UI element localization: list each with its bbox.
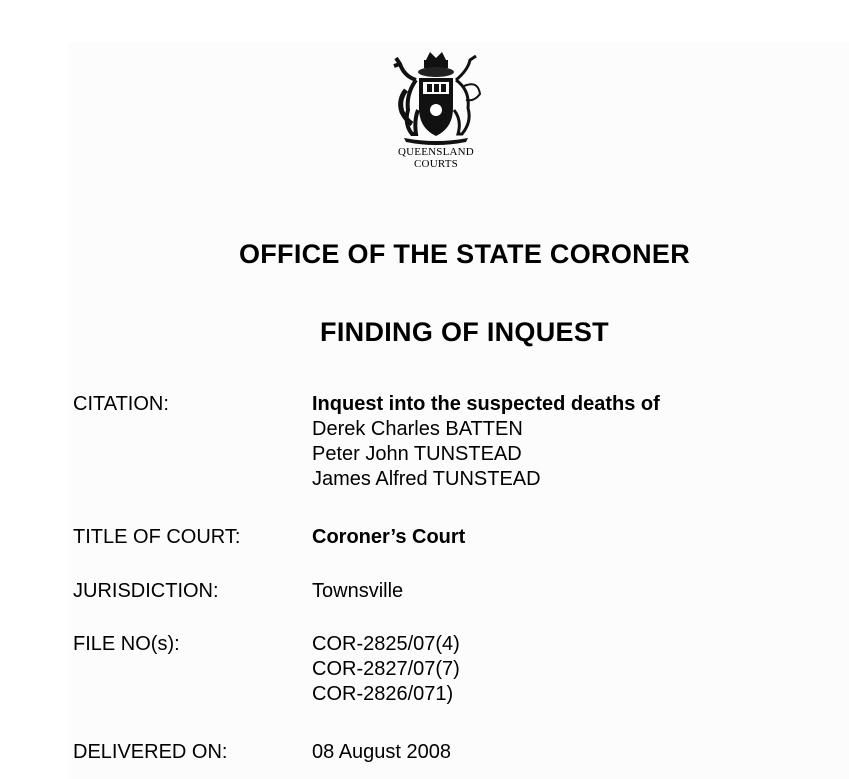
logo-line-2: COURTS [414,158,458,170]
office-title: OFFICE OF THE STATE CORONER [238,239,691,269]
file-no-value: COR-2825/07(4) [312,633,460,655]
jurisdiction-label: JURISDICTION: [73,580,219,602]
citation-label: CITATION: [73,393,169,415]
citation-name: James Alfred TUNSTEAD [312,468,541,490]
queensland-courts-crest-icon [380,50,492,146]
citation-name: Peter John TUNSTEAD [312,443,522,465]
delivered-label: DELIVERED ON: [73,741,228,763]
court-value: Coroner’s Court [312,526,466,548]
file-no-value: COR-2826/071) [312,683,454,705]
court-label: TITLE OF COURT: [73,526,241,548]
citation-heading: Inquest into the suspected deaths of [312,393,660,415]
citation-name: Derek Charles BATTEN [312,418,523,440]
file-no-value: COR-2827/07(7) [312,658,460,680]
queensland-courts-logo [380,50,492,170]
jurisdiction-value: Townsville [312,580,404,602]
logo-line-1: QUEENSLAND [398,146,474,158]
document-subtitle: FINDING OF INQUEST [320,317,609,347]
delivered-value: 08 August 2008 [312,741,452,763]
file-no-label: FILE NO(s): [73,633,180,655]
